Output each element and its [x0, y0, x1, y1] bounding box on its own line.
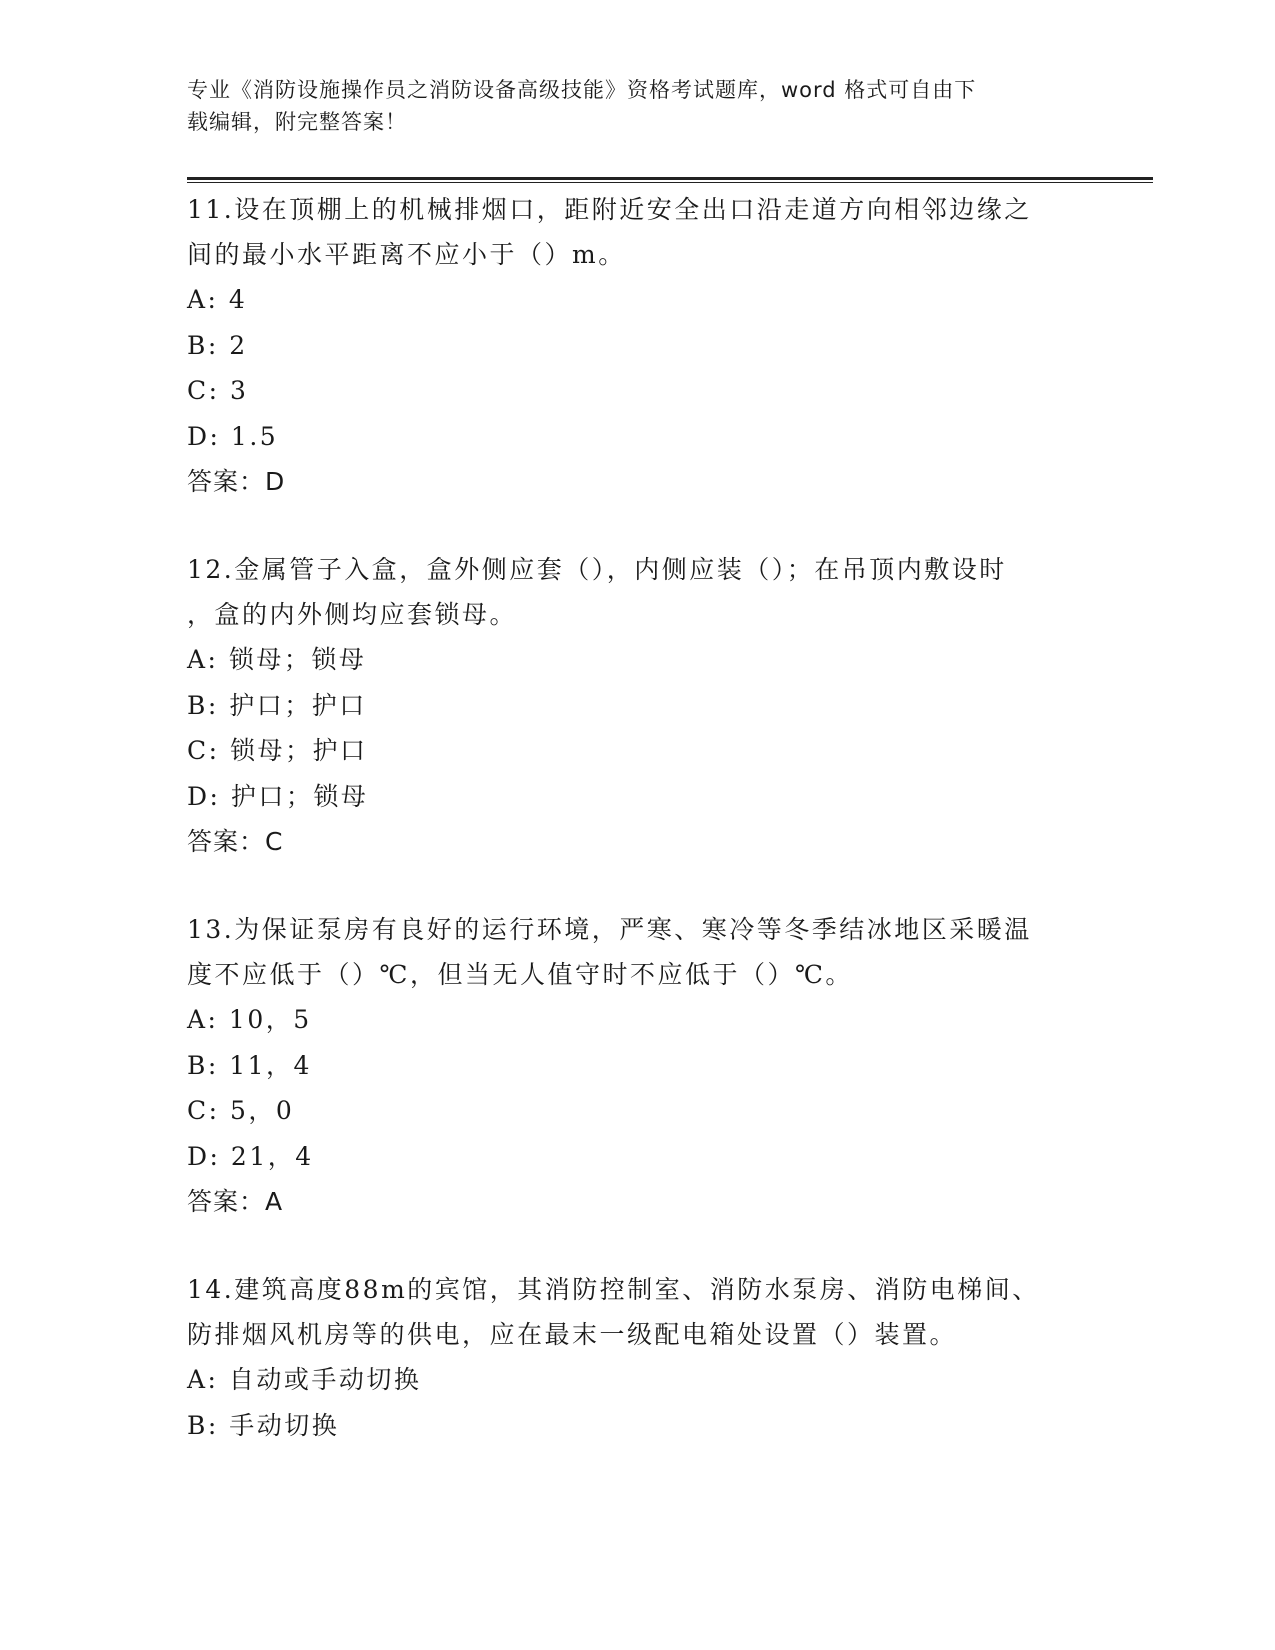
question-stem-line: 14.建筑高度88m的宾馆，其消防控制室、消防水泵房、消防电梯间、	[187, 1275, 1040, 1304]
header-line-1: 专业《消防设施操作员之消防设备高级技能》资格考试题库，word 格式可自由下	[187, 78, 977, 102]
answer: 答案：A	[187, 1187, 284, 1216]
question-11	[187, 187, 1087, 504]
option-c: C: 锁母；护口	[187, 736, 368, 765]
question-stem-line: 防排烟风机房等的供电，应在最末一级配电箱处设置（）装置。	[187, 1320, 958, 1349]
option-a: A: 自动或手动切换	[187, 1365, 422, 1394]
question-14	[187, 1267, 1087, 1448]
header-line-2: 载编辑，附完整答案！	[187, 110, 407, 134]
option-d: D: 护口；锁母	[187, 781, 369, 811]
option-b: B: 11，4	[187, 1050, 312, 1080]
option-b: B: 护口；护口	[187, 690, 367, 720]
option-b: B: 手动切换	[187, 1410, 340, 1440]
option-a: A: 锁母；锁母	[187, 645, 367, 674]
option-d: D: 1.5	[187, 421, 279, 451]
answer: 答案：C	[187, 827, 284, 856]
question-stem-line: 12.金属管子入盒，盒外侧应套（），内侧应装（）；在吊顶内敷设时	[187, 555, 1007, 584]
question-stem-line: ，盒的内外侧均应套锁母。	[187, 600, 518, 629]
option-c: C: 5，0	[187, 1096, 295, 1125]
question-stem-line: 11.设在顶棚上的机械排烟口，距附近安全出口沿走道方向相邻边缘之	[187, 195, 1032, 224]
question-stem-line: 度不应低于（）℃，但当无人值守时不应低于（）℃。	[187, 960, 853, 989]
answer: 答案：D	[187, 467, 286, 496]
option-a: A: 10，5	[187, 1005, 312, 1034]
header-divider-thin	[187, 182, 1153, 183]
question-stem-line: 间的最小水平距离不应小于（）m。	[187, 240, 626, 269]
question-list	[187, 187, 1087, 1491]
option-c: C: 3	[187, 376, 249, 405]
option-a: A: 4	[187, 285, 248, 314]
question-stem-line: 13.为保证泵房有良好的运行环境，严寒、寒冷等冬季结冰地区采暖温	[187, 915, 1032, 944]
question-12	[187, 547, 1087, 864]
option-b: B: 2	[187, 330, 248, 360]
question-13	[187, 907, 1087, 1224]
header-divider-thick	[187, 177, 1153, 180]
document-header	[187, 74, 1067, 138]
option-d: D: 21，4	[187, 1141, 314, 1171]
